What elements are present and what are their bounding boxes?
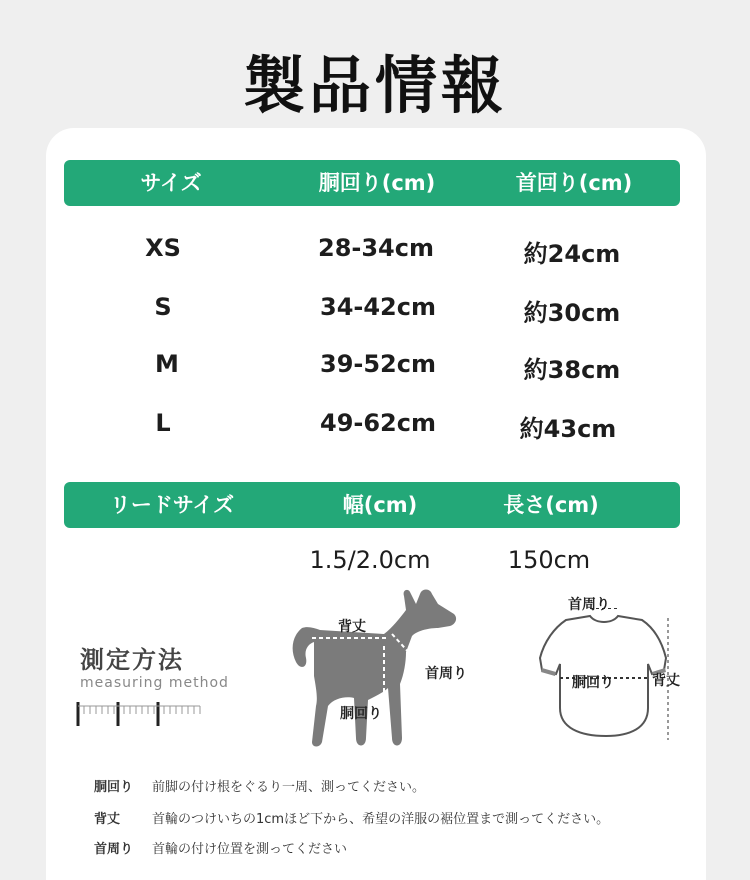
note-text: 前脚の付け根をぐるり一周、測ってください。 <box>152 780 426 795</box>
cell-girth: 39-52cm <box>320 350 436 378</box>
dog-label-neck: 首周り <box>425 666 467 682</box>
dog-label-girth: 胴回り <box>340 706 382 722</box>
note-text: 首輪のつけいちの1cmほど下から、希望の洋服の裾位置まで測ってください。 <box>152 812 610 827</box>
header-girth: 胴回り(cm) <box>318 171 436 195</box>
note-label: 首周り <box>94 842 134 857</box>
cell-size: L <box>155 409 171 437</box>
size-table-header <box>64 160 680 206</box>
dog-label-back: 背丈 <box>338 619 366 635</box>
page-title: 製品情報 <box>242 49 507 122</box>
cell-size: XS <box>145 234 181 262</box>
note-text: 首輪の付け位置を測ってください <box>152 842 348 857</box>
header-neck: 首回り(cm) <box>515 171 633 195</box>
cell-neck: 約24cm <box>523 240 621 268</box>
lead-length-value: 150cm <box>507 546 591 574</box>
header-size: サイズ <box>140 171 202 195</box>
note-item <box>94 838 347 857</box>
note-label: 背丈 <box>94 812 121 827</box>
cell-girth: 34-42cm <box>320 293 436 321</box>
ruler-icon <box>76 700 202 728</box>
cell-neck: 約30cm <box>523 299 621 327</box>
shirt-label-back: 背丈 <box>652 673 680 689</box>
shirt-label-neck: 首周り <box>568 597 610 613</box>
note-item <box>94 776 425 795</box>
note-item <box>94 808 609 827</box>
note-label: 胴回り <box>94 780 134 795</box>
measuring-title: 測定方法 <box>80 646 184 674</box>
cell-girth: 28-34cm <box>318 234 434 262</box>
cell-girth: 49-62cm <box>320 409 436 437</box>
lead-width-value: 1.5/2.0cm <box>309 546 431 574</box>
header-width: 幅(cm) <box>342 493 418 517</box>
cell-neck: 約38cm <box>523 356 621 384</box>
header-length: 長さ(cm) <box>503 493 599 517</box>
header-lead-size: リードサイズ <box>109 493 235 517</box>
measuring-subtitle: measuring method <box>80 675 229 691</box>
cell-neck: 約43cm <box>519 415 617 443</box>
cell-size: M <box>155 350 179 378</box>
lead-table-header <box>64 482 680 528</box>
cell-size: S <box>154 293 172 321</box>
shirt-label-girth: 胴回り <box>572 675 614 691</box>
